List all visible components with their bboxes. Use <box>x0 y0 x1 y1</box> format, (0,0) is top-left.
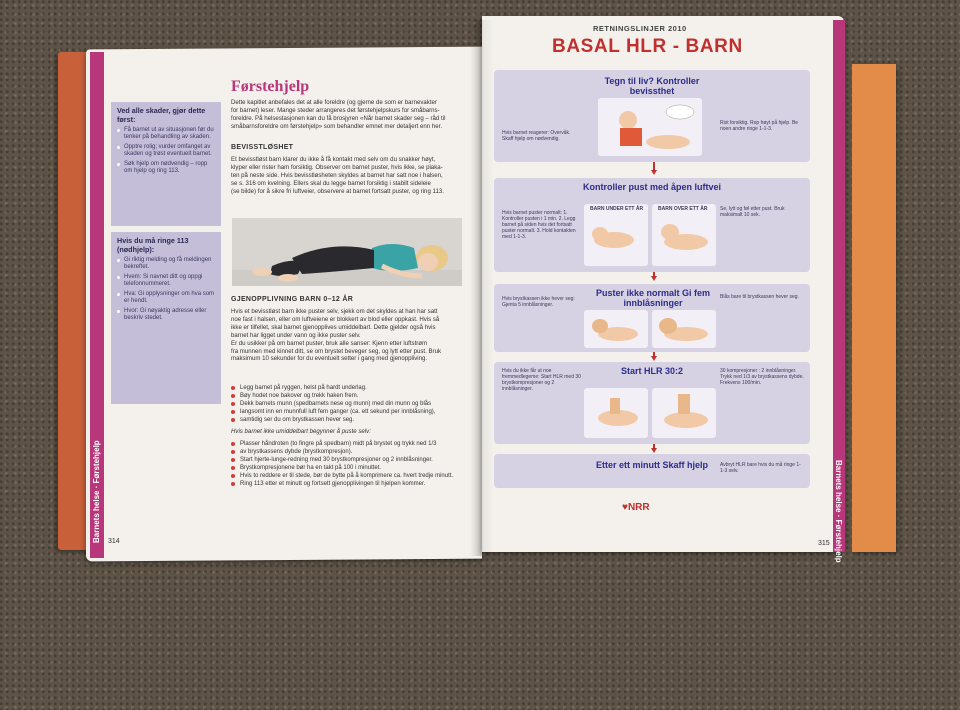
cpr-steps-list <box>231 440 471 488</box>
list-item: Gi riktig melding og få meldingen bekreftet. <box>117 257 215 271</box>
nrr-logo: ♥NRR <box>622 502 650 513</box>
sidebox-emergency-call-title: Hvis du må ringe 113 (nødhjelp): <box>117 236 189 254</box>
list-item: Start hjerte-lunge-redning med 30 brystkompresjoner og 2 innblåsninger. <box>231 456 471 464</box>
illustration-infant-airway <box>584 204 648 266</box>
right-spine-text: Barnets helse · Førstehjelp <box>834 460 843 563</box>
age-label-infant: BARN UNDER ETT ÅR <box>590 206 644 212</box>
step-right-note: Rist forsiktig. Rop høyt på hjelp. Be noen andre ringe 1-1-3. <box>720 120 799 132</box>
book-cover-right-edge <box>852 64 896 552</box>
step-left-note: Hvis brystkassen ikke hever seg: Gjenta 5 innblåsninger. <box>502 296 575 308</box>
left-spine-text: Barnets helse · Førstehjelp <box>92 440 101 543</box>
list-item: Legg barnet på ryggen, helst på hardt underlag. <box>231 384 471 392</box>
flow-arrow <box>651 448 657 453</box>
step-right-note: Blås bare til brystkassen hever seg. <box>720 294 799 300</box>
poster-title: BASAL HLR - BARN <box>552 36 743 57</box>
illustration-child-airway <box>652 204 716 266</box>
list-item: Dekk barnets munn (spedbarnets nese og munn) med din munn og blås <box>231 400 471 408</box>
step-panel-rescue-breaths <box>494 284 810 352</box>
list-item: Søk hjelp om nødvendig – ropp om hjelp og ring 113. <box>117 161 215 175</box>
list-item: Hva: Gi opplysninger om hva som er hendt. <box>117 291 215 305</box>
step-left-note: Hvis barnet puster normalt: 1. Kontroller pusten i 1 min. 2. Legg barnet på siden hvis det fortsatt puster normalt. 3. Hold kontakten med 1-1-3. <box>502 210 576 240</box>
list-item: Hvem: Si navnet ditt og oppgi telefonnummeret. <box>117 274 215 288</box>
poster-kicker: RETNINGSLINJER 2010 <box>593 24 687 33</box>
page-title: Førstehjelp <box>231 78 310 95</box>
resuscitation-steps-list <box>231 384 471 424</box>
list-item-continued: samtidig ser du om brystkassen hever seg. <box>231 416 471 424</box>
step-left-note: Hvis du ikke får ut noe fremmedlegeme: Start HLR med 30 brystkompresjoner og 2 innblåsninger. <box>502 368 581 392</box>
list-item: Hvor: Gi nøyaktig adresse eller beskriv stedet. <box>117 308 215 322</box>
step-title: Start HLR 30:2 <box>620 366 683 376</box>
list-item: Opptre rolig; vurder omfanget av skaden og trøst eventuelt barnet. <box>117 144 215 158</box>
sidebox-first-steps-title: Ved alle skader, gjør dette først: <box>117 106 206 124</box>
step-panel-start-cpr <box>494 362 810 444</box>
list-item: Plasser håndroten (to fingre på spedbarn) midt på brystet og trykk ned 1/3 <box>231 440 471 448</box>
list-item: Få barnet ut av situasjonen før du tenker på behandling av skaden. <box>117 127 215 141</box>
left-page-spine-strip <box>90 52 104 558</box>
step-right-note: 30 kompresjoner : 2 innblåsninger. Trykk ned 1/3 av brystkassens dybde. Frekvens 100/min. <box>720 368 804 386</box>
intro-paragraph: Dette kapitlet anbefales det at alle foreldre (og gjerne de som er barnevakter for barnet) leser. Mange steder arrangeres det førstehjelpskurs for småbarns- foreldre. På helsestasjonen kan du få brosjyren «Når barnet skader seg – råd til småbarnsforeldre om førstehjelp» som behandler emnet mer detaljert enn her. <box>231 99 446 130</box>
illustration-child-breaths <box>652 310 716 348</box>
step-panel-consciousness <box>494 70 810 162</box>
step-right-note: Avbryt HLR bare hvis du må ringe 1-1-3 selv. <box>720 462 801 474</box>
page-number-right: 315 <box>818 540 830 547</box>
sidebox-emergency-call <box>111 232 221 404</box>
flow-arrow <box>651 170 657 175</box>
list-item-continued: langsomt inn en munnfull luft fem ganger (ca. ett sekund per innblåsning), <box>231 408 471 416</box>
step-title: Kontroller pust med åpen luftvei <box>582 182 721 192</box>
heart-icon: ♥ <box>622 502 628 513</box>
step-panel-breathing <box>494 178 810 272</box>
italic-instruction: Hvis barnet ikke umiddelbart begynner å puste selv: <box>231 428 371 435</box>
list-item-continued: av brystkassens dybde (brystkompresjon). <box>231 448 471 456</box>
list-item-continued: Brystkompresjonene bør ha en takt på 100 i minuttet. <box>231 464 471 472</box>
step-title: Tegn til liv? Kontroller bevissthet <box>604 76 700 96</box>
section-text-unconsciousness: Et bevisstløst barn klarer du ikke å få kontakt med selv om du snakker høyt, klyper eller rister ham forsiktig. Observer om barnet puster, hvis ikke, se plaka- ten på neste side. Hvis bevisstløsheten skyldes at barnet har satt noe i halsen, se s. 316 om kvelning. Ellers skal du legge barnet forsiktig i stabilt sideleie (se bilde) for å sikre fri luftveier, observere at barnet fortsatt puster, og ring 113. <box>231 156 444 195</box>
section-heading-unconsciousness: BEVISSTLØSHET <box>231 144 294 151</box>
illustration-child-compressions <box>652 388 716 438</box>
illustration-check-response <box>598 98 702 156</box>
flow-arrow <box>651 276 657 281</box>
book-gutter <box>470 20 494 556</box>
illustration-infant-compressions <box>584 388 648 438</box>
step-title: Puster ikke normalt Gi fem innblåsninger <box>595 288 711 308</box>
recovery-position-photo <box>232 218 462 286</box>
list-item: Bøy hodet noe bakover og trekk haken frem. <box>231 392 471 400</box>
right-page-spine-strip <box>833 20 845 563</box>
list-item: Hvis to reddere er til stede, bør de bytte på å komprimere ca. hvert tredje minutt. <box>231 472 471 480</box>
step-right-note: Se, lytt og føl etter pust. Bruk maksimalt 10 sek. <box>720 206 785 218</box>
section-heading-resuscitation: GJENOPPLIVNING BARN 0–12 ÅR <box>231 296 354 303</box>
flow-connector <box>653 162 655 170</box>
age-label-child: BARN OVER ETT ÅR <box>658 206 708 212</box>
page-number-left: 314 <box>108 538 120 545</box>
section-text-resuscitation: Hvis et bevisstløst barn ikke puster selv, sjekk om det skyldes at han har satt noe fast i halsen, eller om luftveiene er blokkert av blod eller oppkast. Hvis så ikke er tilfellet, skal barnet gjenopplives umiddelbart. Dette gjelder også hvis barnet har ligget under vann og ikke puster selv. Er du usikker på om barnet puster, bruk alle sanser: Kjenn etter luftstrøm fra munnen med kinnet ditt, se om brystet beveger seg, og lytt etter pust. Bruk maksimum 10 sekunder for du eventuelt setter i gang med gjenoppliving. <box>231 308 441 363</box>
step-title: Etter ett minutt Skaff hjelp <box>595 460 708 470</box>
sidebox-first-steps <box>111 102 221 226</box>
step-panel-get-help <box>494 454 810 488</box>
step-left-note: Hvis barnet reagerer: Overvåk. Skaff hjelp om nødvendig. <box>502 130 571 142</box>
list-item: Ring 113 etter et minutt og fortsett gjenopplivingen til hjelpen kommer. <box>231 480 471 488</box>
illustration-infant-breaths <box>584 310 648 348</box>
flow-arrow <box>651 356 657 361</box>
